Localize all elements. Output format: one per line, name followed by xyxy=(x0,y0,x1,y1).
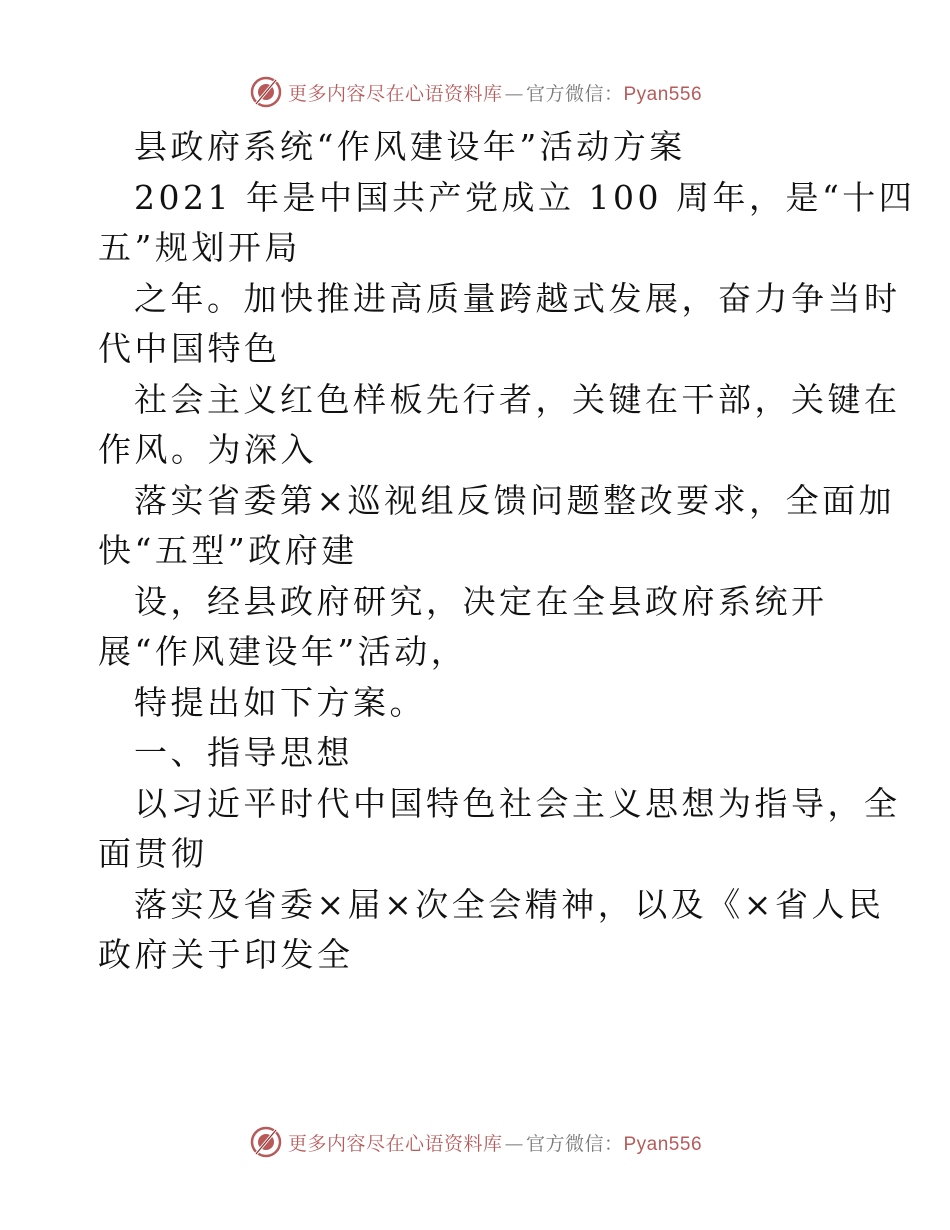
quill-seal-icon xyxy=(248,74,284,110)
watermark-brand: 更多内容尽在心语资料库 xyxy=(287,82,503,105)
watermark-wechat-handle: Pyan556 xyxy=(623,1133,703,1155)
document-line: 社会主义红色样板先行者，关键在干部，关键在 xyxy=(134,379,901,419)
watermark-wechat-label: 官方微信： xyxy=(525,1132,624,1155)
document-line: 落实及省委×届×次全会精神，以及《×省人民 xyxy=(134,884,885,924)
watermark-wechat-label: 官方微信： xyxy=(525,82,624,105)
document-line: 以习近平时代中国特色社会主义思想为指导，全 xyxy=(134,783,901,823)
document-line: 之年。加快推进高质量跨越式发展，奋力争当时 xyxy=(134,278,901,318)
document-line: 作风。为深入 xyxy=(98,430,317,469)
document-line: 县政府系统“作风建设年”活动方案 xyxy=(134,127,686,166)
watermark-brand: 更多内容尽在心语资料库 xyxy=(287,1132,503,1155)
watermark-separator: — xyxy=(504,1132,524,1155)
document-line: 政府关于印发全 xyxy=(98,935,354,974)
header-watermark xyxy=(0,72,950,112)
document-body xyxy=(98,122,916,981)
document-line: 落实省委第×巡视组反馈问题整改要求，全面加 xyxy=(134,480,896,520)
document-line: 五”规划开局 xyxy=(98,228,301,267)
watermark-text xyxy=(288,79,702,106)
watermark-wechat-handle: Pyan556 xyxy=(623,83,703,105)
document-line: 特提出如下方案。 xyxy=(134,682,426,722)
document-line: 一、指导思想 xyxy=(134,733,353,772)
quill-seal-icon xyxy=(248,1124,284,1160)
document-line: 快“五型”政府建 xyxy=(98,531,358,570)
document-line: 展“作风建设年”活动， xyxy=(98,632,468,671)
watermark-text xyxy=(288,1129,702,1156)
watermark-separator: — xyxy=(504,82,524,105)
document-line: 2021 年是中国共产党成立 100 周年，是“十四 xyxy=(134,177,916,217)
footer-watermark xyxy=(0,1122,950,1162)
document-line: 面贯彻 xyxy=(98,834,208,873)
document-line: 代中国特色 xyxy=(98,329,281,368)
document-line: 设，经县政府研究，决定在全县政府系统开 xyxy=(134,581,828,621)
